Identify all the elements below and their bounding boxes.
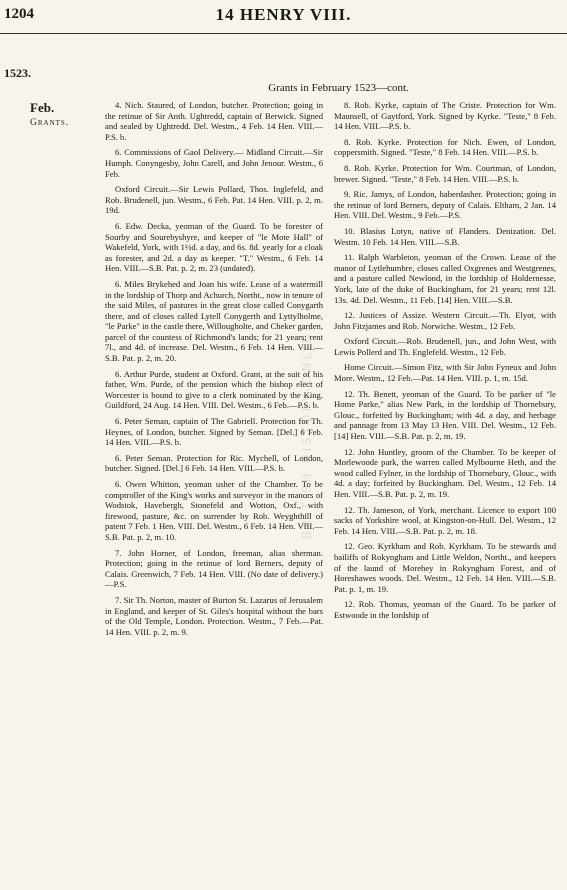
- entry: 12. John Huntley, groom of the Chamber. To be keeper of Morlewoode park, the warren called Mylbourne Heth, and the wood called Fylner, in the lordship of Thornebury, Glouc., with 4d. a day; forfeited by Buckingham. Del. Westm., 12 Feb. 14 Hen. VIII.—S.B. Pat. p. 2, m. 19.: [334, 446, 556, 499]
- entry: 8. Rob. Kyrke. Protection for Wm. Courtman, of London, brewer. Signed. "Teste," 8 Feb. 14 Hen. VIII.—P.S. b.: [334, 162, 556, 184]
- margin-month: Feb.: [30, 100, 55, 115]
- entry: 6. Commissions of Gaol Delivery.— Midland Circuit.—Sir Humph. Conyngesby, John Carell, and John Jenour. Westm., 6 Feb.: [105, 147, 323, 179]
- entry: 12. Geo. Kyrkham and Rob. Kyrkham. To be stewards and bailiffs of Rokyngham and Little Weldon, Northt., and keepers of the laund of Morehey in Rokyngham Forest, and of Horeshawes woods. Del. Westm., 12 Feb. 14 Hen. VIII.—S.B. Pat. p. 1, m. 19.: [334, 541, 556, 594]
- entry: 12. Th. Jameson, of York, merchant. Licence to export 100 sacks of Yorkshire wool, at Kingston-on-Hull. Del. Westm., 12 Feb. 14 Hen. VIII.—S.B. Pat. p. 2, m. 18.: [334, 504, 556, 536]
- entry: 4. Nich. Staured, of London, butcher. Protection; going in the retinue of Sir Anth. Ughtredd, captain of Berwick. Signed and sealed by Ughtredd. Del. Westm., 4 Feb. 14 Hen. VIII.—P.S. b.: [105, 100, 323, 142]
- entry: 8. Rob. Kyrke, captain of The Criste. Protection for Wm. Maunsell, of Gaytford, York. Signed by Kyrke. "Teste," 8 Feb. 14 Hen. VIII.—P.S. b.: [334, 100, 556, 132]
- entry: 6. Owen Whitton, yeoman usher of the Chamber. To be comptroller of the King's works and surveyor in the manors of Wodstok, Havebergh, Stonefeld and Wotton, Oxf., with firewood, pasture, &c. on surrender by Rob. Weyghthill of patent 7 Feb. 1 Hen. VIII. Del. Westm., 6 Feb. 14 Hen. VIII.—S.B. Pat. p. 2, m. 10.: [105, 479, 323, 542]
- section-heading: Grants in February 1523—cont.: [268, 82, 409, 94]
- entry: 7. Sir Th. Norton, master of Burton St. Lazarus of Jerusalem in England, and keeper of St. Giles's hospital without the bars of the Old Temple, London. Protection. Westm., 7 Feb.—Pat. 14 Hen. VIII. p. 2, m. 9.: [105, 594, 323, 637]
- entry: 12. Th. Benett, yeoman of the Guard. To be parker of "le Home Parke," alias New Park, in the lordship of Thornebury, Glouc., forfeited by Buckingham; with 4d. a day, and herbage and pannage from 13 May 13 Hen. VIII. Del. Westm., 12 Feb. [14] Hen. VIII.—S.B. Pat. p. 2, m. 19.: [334, 388, 556, 442]
- running-head: 14 HENRY VIII.: [215, 5, 352, 24]
- entry: 6. Peter Seman. Protection for Ric. Mychell, of London, butcher. Signed. [Del.] 6 Feb. 14 Hen. VIII.—P.S. b.: [105, 452, 323, 474]
- year-heading: 1523.: [4, 66, 31, 80]
- right-column: [334, 100, 556, 626]
- entry: Home Circuit.—Simon Fitz, with Sir John Fyneux and John More. Westm., 12 Feb.—Pat. 14 Hen. VIII. p. 1, m. 15d.: [334, 362, 556, 384]
- entry: 9. Ric. Jamys, of London, haberdasher. Protection; going in the retinue of lord Berners, deputy of Calais. Eltham, 2 Jan. 14 Hen. VIII. Del. Westm., 9 Feb.—P.S.: [334, 189, 556, 221]
- left-column: [105, 100, 323, 642]
- entry: 10. Blasius Lotyn, native of Flanders. Denization. Del. Westm. 10 Feb. 14 Hen. VIII.—S.B.: [334, 225, 556, 247]
- entry: 11. Ralph Warbleton, yeoman of the Crown. Lease of the manor of Lytlehumbre, closes called Oxgrenes and Westgrenes, and a pasture called Newlond, in the lordship of Holdernesse, York, late of the duke of Buckingham, for 21 years; rent 12l. 13s. 4d. Del. Westm., 11 Feb. [14] Hen. VIII.—S.B.: [334, 252, 556, 305]
- entry: 6. Arthur Purde, student at Oxford. Grant, at the suit of his father, Wm. Purde, of the pension which the bishop elect of Worcester is bound to give to a clerk nominated by the King. Guildford, 24 Aug. 14 Hen. VIII. Del. Westm., 6 Feb.—P.S. b.: [105, 368, 323, 411]
- entry: 6. Miles Brykehed and Joan his wife. Lease of a watermill in the lordship of Thorp and Achurch, Northt., now in tenure of the said Miles, of pastures in the great close called Conygarth there, and of closes called Lytell Conygerth and Lyttylholme, "le Parke" in the castle there, Willougholte, and Cheker garden, parcel of the countess of Richmond's lands; for 21 years; rent 7l., and 4d. of increase. Del. Westm., 6 Feb. 14 Hen. VIII.—S.B. Pat. p. 2, m. 20.: [105, 278, 323, 364]
- entry: 12. Justices of Assize. Western Circuit.—Th. Elyot, with John Fitzjames and Rob. Norwiche. Westm., 12 Feb.: [334, 310, 556, 331]
- entry: Oxford Circuit.—Rob. Brudenell, jun., and John West, with Lewis Pollerd and Th. Englefeld. Westm., 12 Feb.: [334, 336, 556, 357]
- entry: 6. Edw. Decka, yeoman of the Guard. To be forester of Sourby and Sourebyshyre, and keeper of "le Mote Hall" of Wakefeld, York, with 1½d. a day, and 6s. 8d. yearly for a cloak as forester, and 2d. a day as keeper. "T." Westm., 6 Feb. 14 Hen. VIII.—S.B. Pat. p. 2, m. 23 (undated).: [105, 220, 323, 274]
- page-number: 1204: [4, 6, 34, 22]
- entry: 8. Rob. Kyrke. Protection for Nich. Ewen, of London, coppersmith. Signed. "Teste," 8 Feb. 14 Hen. VIII.—P.S. b.: [334, 136, 556, 158]
- watermark: BRITISH HISTORY ONLINE: [300, 320, 314, 540]
- header-rule: [0, 33, 567, 34]
- entry: Oxford Circuit.—Sir Lewis Pollard, Thos. Inglefeld, and Rob. Brudenell, jun. Westm., 6 Feb. Pat. 14 Hen. VIII. p. 2, m. 19d.: [105, 184, 323, 216]
- entry: 7. John Horner, of London, freeman, alias sherman. Protection; going in the retinue of lord Berners, deputy of Calais. Greenwich, 7 Feb. 14 Hen. VIII. (No date of delivery.)—P.S.: [105, 547, 323, 590]
- margin-subject: Grants.: [30, 118, 70, 128]
- entry: 6. Peter Seman, captain of The Gabriell. Protection for Th. Heynes, of London, butcher. Signed by Seman. [Del.] 6 Feb. 14 Hen. VIII.—P.S. b.: [105, 416, 323, 448]
- entry: 12. Rob. Thomas, yeoman of the Guard. To be parker of Estwoode in the lordship of: [334, 599, 556, 620]
